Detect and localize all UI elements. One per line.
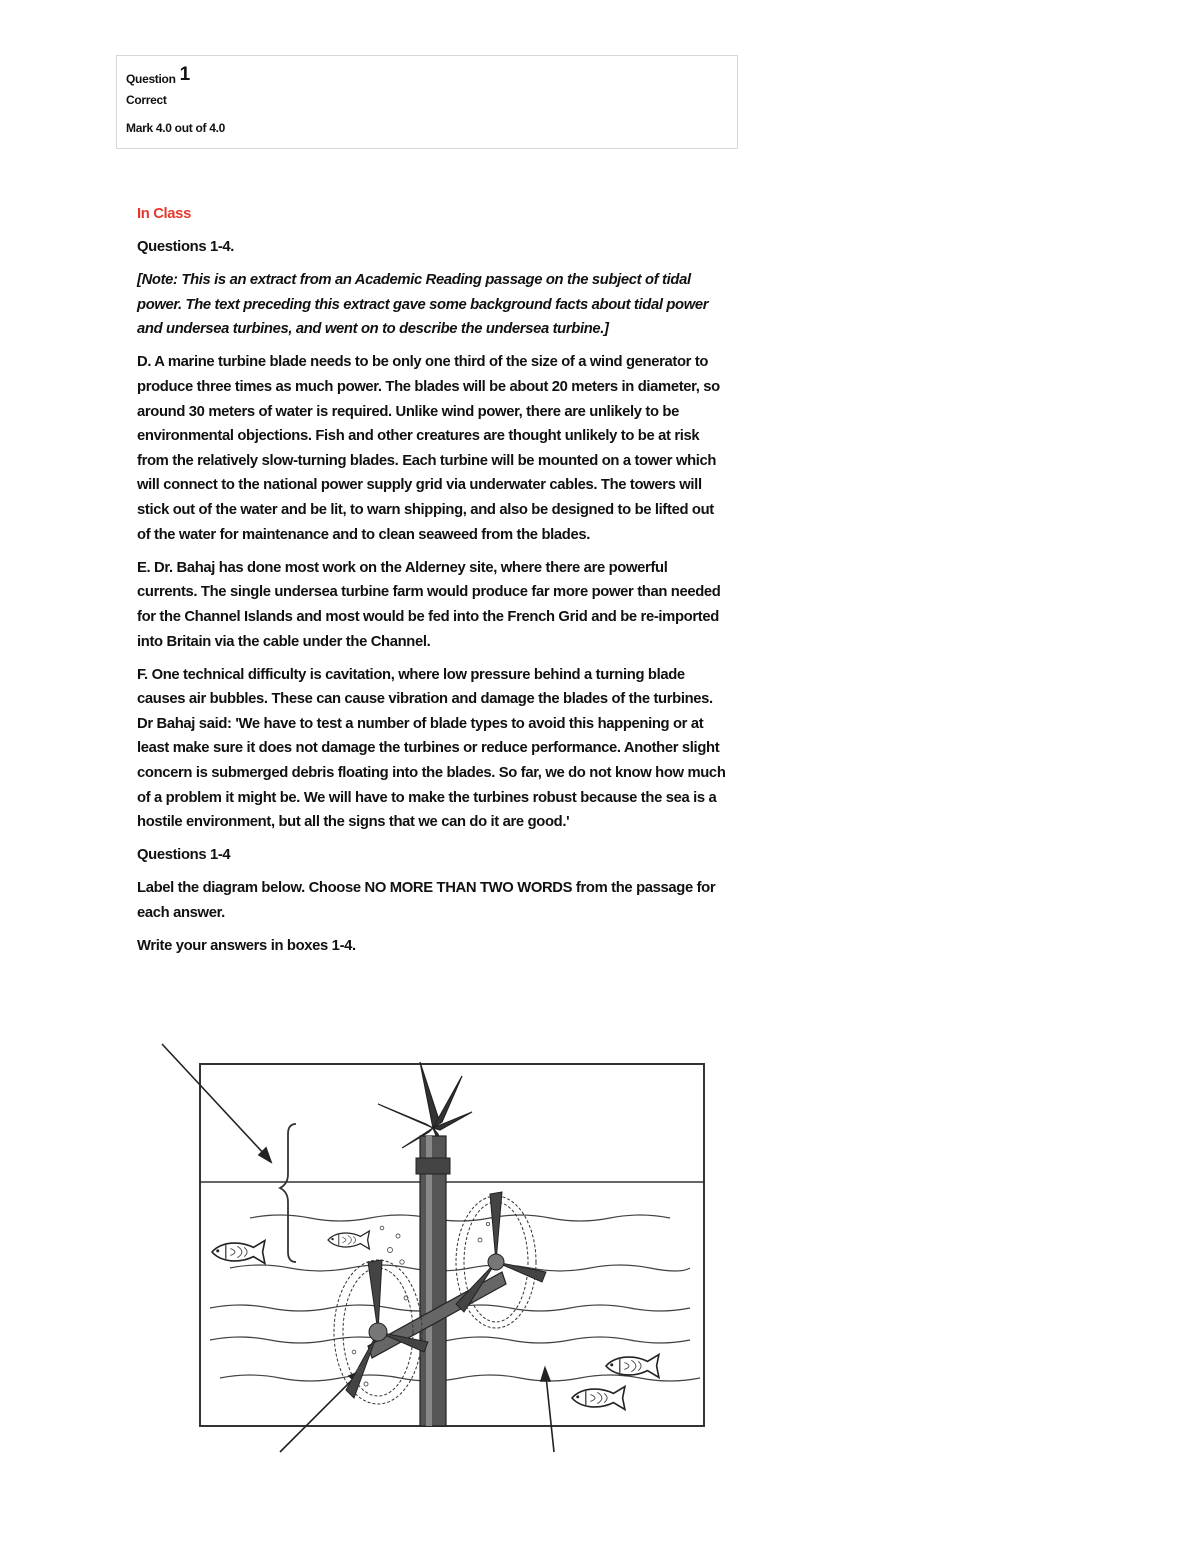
question-mark: Mark 4.0 out of 4.0 [126, 121, 225, 135]
instruction-text: Label the diagram below. Choose NO MORE THAN TWO WORDS from the passage for each answer. [137, 880, 716, 921]
question-number-row [126, 64, 728, 86]
question-content [137, 202, 727, 967]
questions-title: Questions 1-4 [137, 847, 231, 864]
paragraph-e: E. Dr. Bahaj has done most work on the Alderney site, where there are powerful currents. The single undersea turbine farm would produce far more power than needed for the Channel Islands and most would be fed into the French Grid and be re-imported into Britain via the cable under the Channel. [137, 559, 721, 650]
intro-title: Questions 1-4. [137, 239, 235, 256]
question-label: Question [126, 72, 176, 86]
paragraph-d: D. A marine turbine blade needs to be only one third of the size of a wind generator to produce three times as much power. The blades will be about 20 meters in diameter, so around 30 meters of water is required. Unlike wind power, there are unlikely to be environmental objections. Fish and other creatures are thought unlikely to be at risk from the relatively slow-turning blades. Each turbine will be mounted on a tower which will connect to the national power supply grid via underwater cables. The towers will stick out of the water and be lit, to warn shipping, and also be designed to be lifted out of the water for maintenance and to clean seaweed from the blades. [137, 354, 720, 543]
question-number: 1 [179, 64, 190, 85]
tidal-turbine-diagram-icon [150, 1040, 730, 1460]
passage-note: [Note: This is an extract from an Academic Reading passage on the subject of tidal power. The text preceding this extract gave some background facts about tidal power and undersea turbines, and went on to describe the undersea turbine.] [137, 272, 709, 338]
question-info-box [116, 55, 738, 149]
question-status: Correct [126, 93, 167, 107]
write-answers-text: Write your answers in boxes 1-4. [137, 938, 356, 955]
paragraph-f: F. One technical difficulty is cavitation, where low pressure behind a turning blade causes air bubbles. These can cause vibration and damage the blades of the turbines. Dr Bahaj said: 'We have to test a number of blade types to avoid this happening or at least make sure it does not damage the turbines or reduce performance. Another slight concern is submerged debris floating into the blades. So far, we do not know how much of a problem it might be. We will have to make the turbines robust because the sea is a hostile environment, but all the signs that we can do it are good.' [137, 666, 726, 831]
section-heading: In Class [137, 206, 191, 222]
